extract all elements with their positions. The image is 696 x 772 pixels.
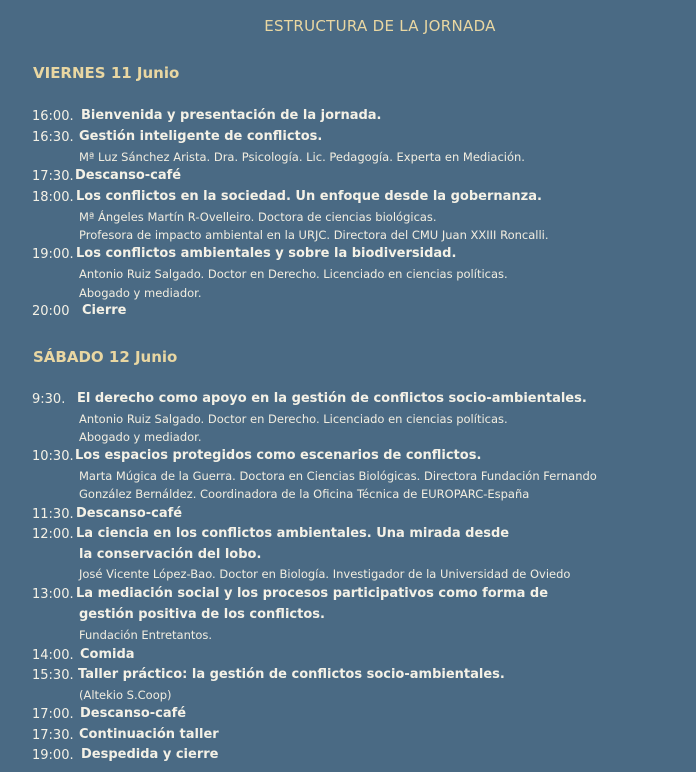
item-speaker: (Altekio S.Coop) <box>79 688 172 702</box>
item-title: Bienvenida y presentación de la jornada. <box>81 108 382 123</box>
day-heading-saturday: SÁBADO 12 Junio <box>33 348 178 366</box>
item-title: El derecho como apoyo en la gestión de conflictos socio-ambientales. <box>77 391 587 406</box>
item-speaker: González Bernáldez. Coordinadora de la Oficina Técnica de EUROPARC-España <box>79 487 530 501</box>
item-title: Taller práctico: la gestión de conflictos socio-ambientales. <box>78 667 505 682</box>
item-time: 15:30. <box>32 668 74 683</box>
item-title: Comida <box>80 647 135 662</box>
item-time: 18:00. <box>32 190 74 205</box>
item-time: 9:30. <box>32 392 66 407</box>
item-title-cont: gestión positiva de los conflictos. <box>79 607 325 622</box>
item-title: Los espacios protegidos como escenarios de conflictos. <box>75 448 482 463</box>
item-title: Los conflictos ambientales y sobre la biodiversidad. <box>76 246 457 261</box>
item-title: Descanso-café <box>76 506 183 521</box>
item-time: 14:00. <box>32 648 74 663</box>
item-time: 19:00. <box>32 748 74 763</box>
item-time: 12:00. <box>32 527 74 542</box>
item-title-cont: la conservación del lobo. <box>79 547 262 562</box>
item-speaker: Abogado y mediador. <box>79 286 202 300</box>
item-speaker: Mª Luz Sánchez Arista. Dra. Psicología. Lic. Pedagogía. Experta en Mediación. <box>79 150 525 164</box>
item-speaker: Antonio Ruiz Salgado. Doctor en Derecho. Licenciado en ciencias políticas. <box>79 267 508 281</box>
item-time: 16:00. <box>32 109 74 124</box>
item-time: 17:00. <box>32 707 74 722</box>
item-title: Continuación taller <box>79 727 219 742</box>
item-speaker: José Vicente López-Bao. Doctor en Biología. Investigador de la Universidad de Oviedo <box>79 567 571 581</box>
item-time: 19:00. <box>32 247 74 262</box>
item-speaker: Abogado y mediador. <box>79 430 202 444</box>
item-title: La ciencia en los conflictos ambientales. Una mirada desde <box>76 526 510 541</box>
item-time: 10:30. <box>32 449 74 464</box>
item-title: Despedida y cierre <box>81 747 219 762</box>
item-title: Descanso-café <box>80 706 187 721</box>
item-time: 13:00. <box>32 587 74 602</box>
item-speaker: Profesora de impacto ambiental en la URJC. Directora del CMU Juan XXIII Roncalli. <box>79 228 549 242</box>
item-title: Gestión inteligente de conflictos. <box>79 129 323 144</box>
item-title: Cierre <box>82 303 127 318</box>
item-speaker: Marta Múgica de la Guerra. Doctora en Ciencias Biológicas. Directora Fundación Fernando <box>79 469 597 483</box>
item-time: 17:30. <box>32 169 74 184</box>
day-heading-friday: VIERNES 11 Junio <box>33 64 180 82</box>
item-speaker: Antonio Ruiz Salgado. Doctor en Derecho. Licenciado en ciencias políticas. <box>79 412 508 426</box>
item-title: La mediación social y los procesos participativos como forma de <box>76 586 549 601</box>
item-time: 11:30. <box>32 507 74 522</box>
item-speaker: Fundación Entretantos. <box>79 628 213 642</box>
item-speaker: Mª Ángeles Martín R-Ovelleiro. Doctora de ciencias biológicas. <box>79 210 437 224</box>
item-title: Descanso-café <box>75 168 182 183</box>
item-time: 16:30. <box>32 130 74 145</box>
item-time: 17:30. <box>32 728 74 743</box>
item-time: 20:00 <box>32 304 70 319</box>
item-title: Los conflictos en la sociedad. Un enfoque desde la gobernanza. <box>76 189 542 204</box>
page-title: ESTRUCTURA DE LA JORNADA <box>264 17 496 35</box>
